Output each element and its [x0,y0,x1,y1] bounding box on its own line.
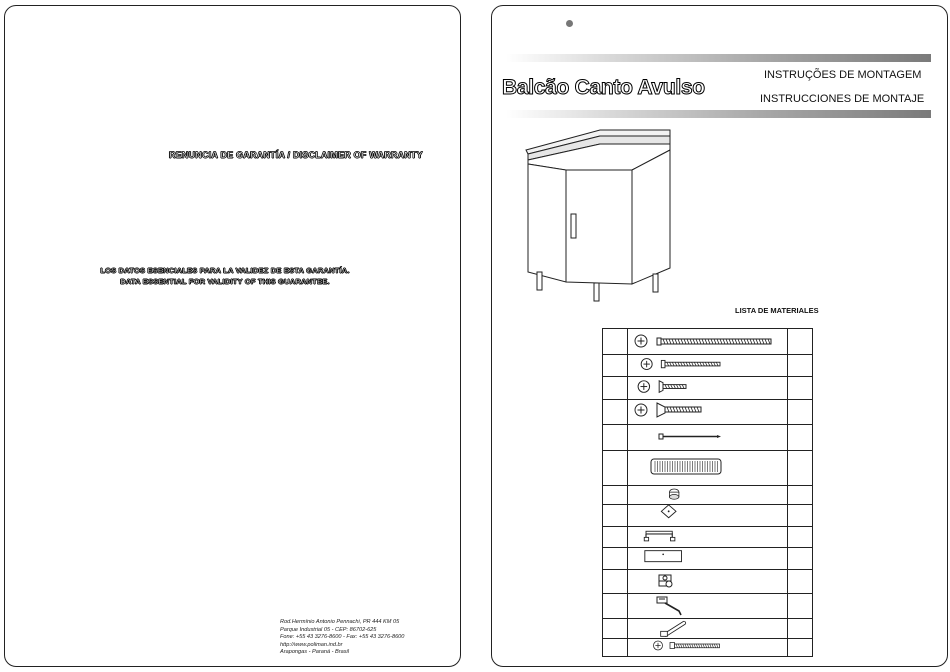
materials-row [603,547,812,569]
short-screw-icon [629,376,789,399]
medium-screw-icon [629,354,789,376]
materials-row [603,376,812,399]
materials-row [603,618,812,638]
materials-row [603,399,812,424]
hinge-icon [629,593,789,618]
instructions-pt: INSTRUÇÕES DE MONTAGEM [764,69,922,81]
instructions-es: INSTRUCCIONES DE MONTAJE [760,93,925,105]
materials-row [603,638,812,656]
essential-line-en: DATA ESSENTIAL FOR VALIDITY OF THIS GUARANTEE. [120,277,330,286]
materials-row [603,504,812,526]
materials-row [603,569,812,593]
essential-data-note [75,265,375,287]
materials-row [603,424,812,450]
address-line: http://www.poliman.ind.br [280,641,343,648]
product-title: Balcão Canto Avulso [502,76,705,99]
address-line: Arapongas - Paraná - Brasil [280,649,350,656]
long-screw-icon [629,329,789,354]
corner-cabinet-illustration [520,122,710,302]
materials-table [602,328,813,657]
handle-icon [629,526,789,547]
hinge-clip-icon [629,569,789,593]
nail-icon [629,424,789,450]
right-page [491,5,948,667]
address-line: Fone: +55 43 3276-8600 - Fax: +55 43 3276-8600 [280,634,405,641]
header-gradient-bar-bottom [506,110,931,118]
header-gradient-bar [506,54,931,62]
screw-cover-icon [629,504,789,526]
cam-lock-icon [629,485,789,504]
essential-line-es: LOS DATOS ESENCIALES PARA LA VALIDEZ DE ESTA GARANTÍA. [100,266,350,275]
materials-row [603,485,812,504]
adjustable-foot-icon [629,618,789,638]
address-line: Parque Industrial 05 - CEP: 86702-625 [280,626,377,633]
left-page [4,5,461,667]
company-address [280,619,404,657]
materials-row [603,593,812,618]
materials-row [603,450,812,485]
materials-list-title: LISTA DE MATERIALES [735,306,819,315]
address-line: Rod.Hermínio Antonio Pennachi, PR 444 KM 05 [280,619,400,625]
wood-dowel-icon [629,450,789,485]
bullet-dot [566,20,573,27]
disclaimer-heading: RENUNCIA DE GARANTÍA / DISCLAIMER OF WARRANTY [169,150,423,160]
plate-icon [629,547,789,569]
countersunk-screw-icon [629,399,789,424]
materials-row [603,329,812,354]
phillips-screw-icon [629,638,789,656]
materials-row [603,526,812,547]
materials-row [603,354,812,376]
